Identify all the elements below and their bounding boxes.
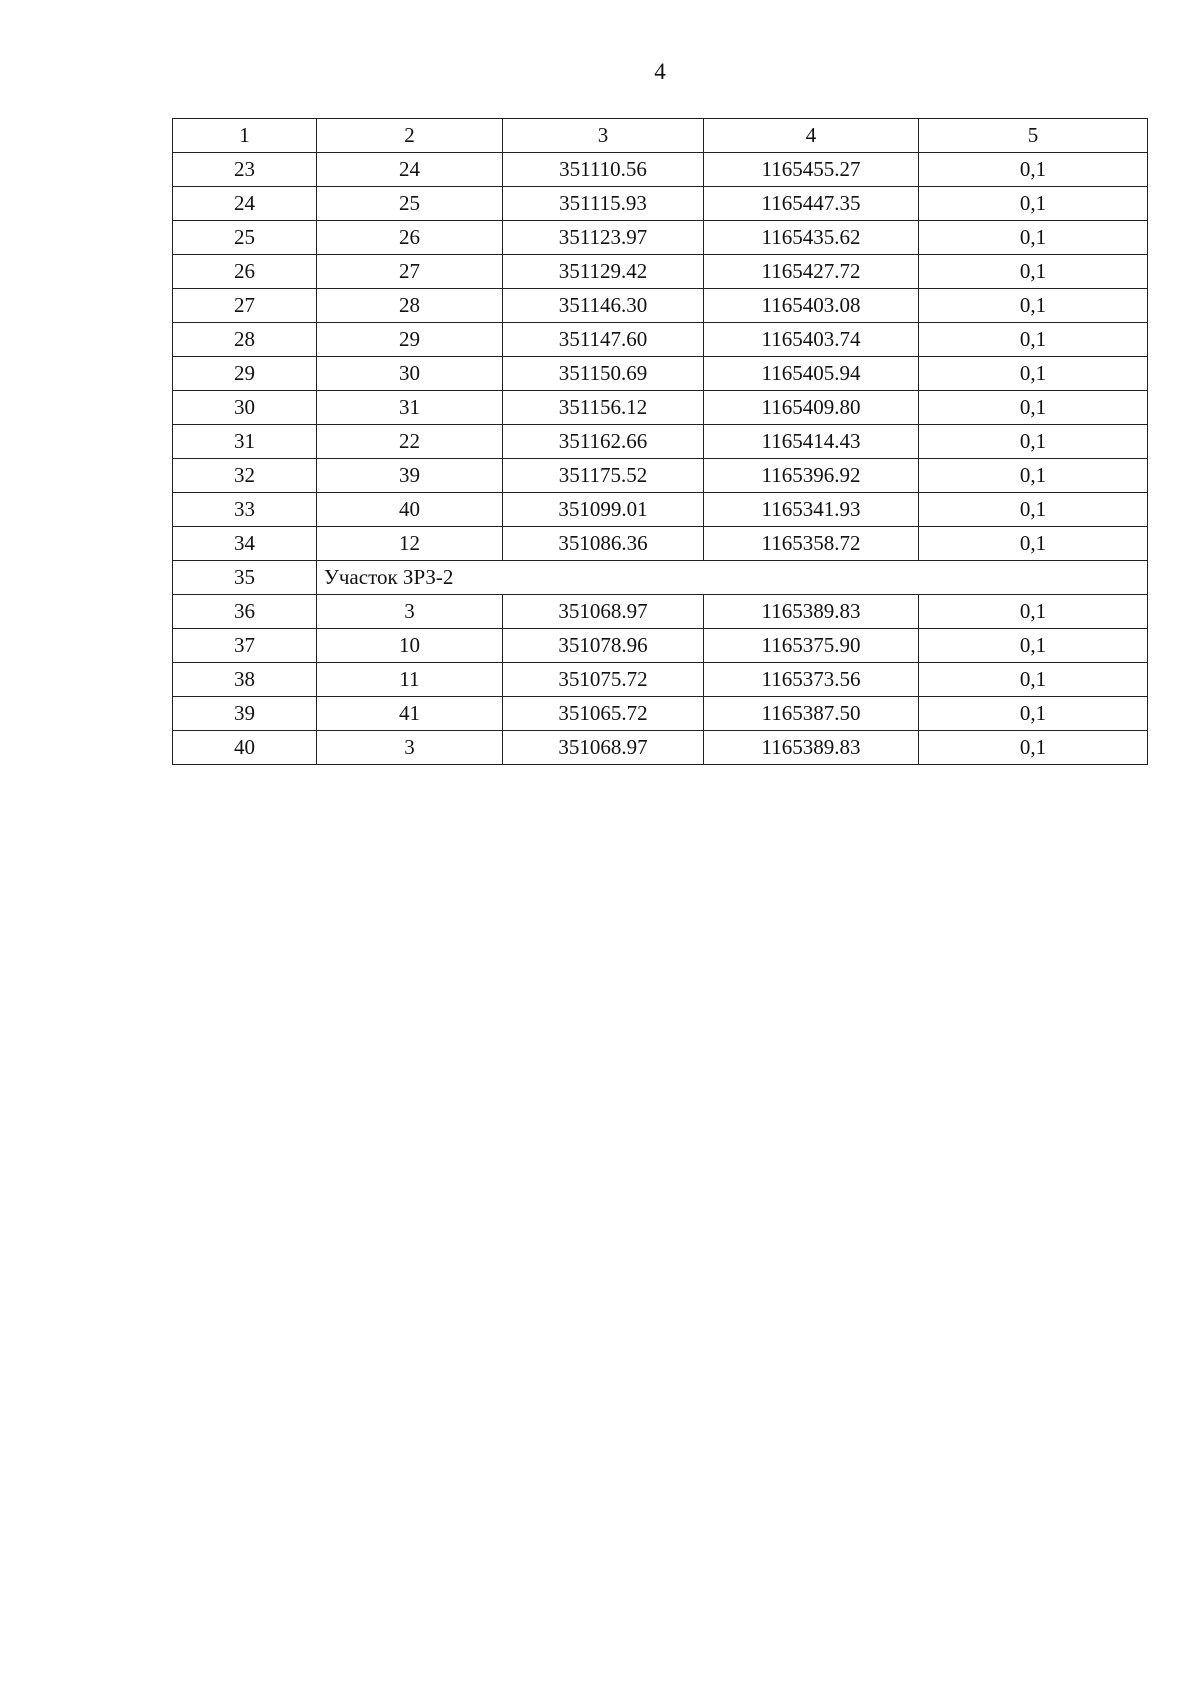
table-row xyxy=(173,731,1148,765)
table-body xyxy=(173,119,1148,765)
table-cell: 24 xyxy=(317,153,503,187)
table-cell: 27 xyxy=(317,255,503,289)
table-cell: 40 xyxy=(173,731,317,765)
table-cell: 29 xyxy=(317,323,503,357)
page-number: 4 xyxy=(654,59,666,84)
table-cell: 23 xyxy=(173,153,317,187)
table-row xyxy=(173,595,1148,629)
table-cell: 351065.72 xyxy=(503,697,704,731)
table-cell: 11 xyxy=(317,663,503,697)
table-cell: 1165409.80 xyxy=(704,391,919,425)
table-cell: 1165447.35 xyxy=(704,187,919,221)
table-cell: 1165387.50 xyxy=(704,697,919,731)
table-cell: 351146.30 xyxy=(503,289,704,323)
table-cell: 30 xyxy=(173,391,317,425)
table-cell: 32 xyxy=(173,459,317,493)
table-cell: 40 xyxy=(317,493,503,527)
table-row xyxy=(173,493,1148,527)
table-cell: 0,1 xyxy=(919,153,1148,187)
table-cell: 1165455.27 xyxy=(704,153,919,187)
table-cell: 37 xyxy=(173,629,317,663)
table-cell: 39 xyxy=(173,697,317,731)
table-cell: 22 xyxy=(317,425,503,459)
table-cell: 0,1 xyxy=(919,289,1148,323)
header-cell: 3 xyxy=(503,119,704,153)
table-cell: 41 xyxy=(317,697,503,731)
table-cell: 12 xyxy=(317,527,503,561)
table-cell: 351115.93 xyxy=(503,187,704,221)
header-cell: 5 xyxy=(919,119,1148,153)
table-row xyxy=(173,459,1148,493)
table-cell: 0,1 xyxy=(919,357,1148,391)
table-cell: 351175.52 xyxy=(503,459,704,493)
table-cell: 351068.97 xyxy=(503,595,704,629)
table-cell: 351099.01 xyxy=(503,493,704,527)
table-cell: 1165435.62 xyxy=(704,221,919,255)
table-cell: 0,1 xyxy=(919,493,1148,527)
table-cell: 1165373.56 xyxy=(704,663,919,697)
table-cell: 0,1 xyxy=(919,459,1148,493)
table-cell: 30 xyxy=(317,357,503,391)
table-row xyxy=(173,629,1148,663)
table-cell: 39 xyxy=(317,459,503,493)
table-cell: 0,1 xyxy=(919,527,1148,561)
table-row xyxy=(173,357,1148,391)
table-cell: 0,1 xyxy=(919,255,1148,289)
table-cell: 0,1 xyxy=(919,663,1148,697)
table-cell: 24 xyxy=(173,187,317,221)
table-cell: 1165389.83 xyxy=(704,595,919,629)
table-cell: 27 xyxy=(173,289,317,323)
table-cell: 351075.72 xyxy=(503,663,704,697)
table-cell: 351156.12 xyxy=(503,391,704,425)
table-cell: 351147.60 xyxy=(503,323,704,357)
table-cell: 351068.97 xyxy=(503,731,704,765)
coordinates-table xyxy=(172,118,1148,765)
table-cell: 29 xyxy=(173,357,317,391)
table-cell: 0,1 xyxy=(919,697,1148,731)
table-section-row xyxy=(173,561,1148,595)
table-row xyxy=(173,221,1148,255)
header-cell: 4 xyxy=(704,119,919,153)
table-cell: 351110.56 xyxy=(503,153,704,187)
table-row xyxy=(173,187,1148,221)
table-row xyxy=(173,289,1148,323)
table-cell: 1165414.43 xyxy=(704,425,919,459)
table-cell: 351162.66 xyxy=(503,425,704,459)
table-row xyxy=(173,663,1148,697)
table-cell: 0,1 xyxy=(919,391,1148,425)
table-cell: 0,1 xyxy=(919,425,1148,459)
table-cell: 0,1 xyxy=(919,731,1148,765)
table-row xyxy=(173,323,1148,357)
table-cell: 25 xyxy=(173,221,317,255)
table-cell: 26 xyxy=(317,221,503,255)
table-cell: 0,1 xyxy=(919,221,1148,255)
table-cell: 10 xyxy=(317,629,503,663)
table-cell: 31 xyxy=(173,425,317,459)
section-label: Участок ЗРЗ-2 xyxy=(317,561,1148,595)
table-row xyxy=(173,153,1148,187)
table-cell: 31 xyxy=(317,391,503,425)
table-cell: 3 xyxy=(317,595,503,629)
header-cell: 1 xyxy=(173,119,317,153)
table-cell: 28 xyxy=(317,289,503,323)
table-cell: 351123.97 xyxy=(503,221,704,255)
table-header-row xyxy=(173,119,1148,153)
table-cell: 33 xyxy=(173,493,317,527)
table-cell: 351086.36 xyxy=(503,527,704,561)
table-row xyxy=(173,527,1148,561)
table-row xyxy=(173,391,1148,425)
table-cell: 0,1 xyxy=(919,187,1148,221)
table-cell: 1165405.94 xyxy=(704,357,919,391)
table-cell: 25 xyxy=(317,187,503,221)
table-cell: 351150.69 xyxy=(503,357,704,391)
table-cell: 38 xyxy=(173,663,317,697)
table-cell: 36 xyxy=(173,595,317,629)
table-cell: 35 xyxy=(173,561,317,595)
table-cell: 1165341.93 xyxy=(704,493,919,527)
table-row xyxy=(173,425,1148,459)
table-cell: 1165358.72 xyxy=(704,527,919,561)
table-cell: 28 xyxy=(173,323,317,357)
table-cell: 1165403.74 xyxy=(704,323,919,357)
table-cell: 351129.42 xyxy=(503,255,704,289)
header-cell: 2 xyxy=(317,119,503,153)
table-cell: 1165403.08 xyxy=(704,289,919,323)
table-cell: 34 xyxy=(173,527,317,561)
table-cell: 3 xyxy=(317,731,503,765)
table-row xyxy=(173,255,1148,289)
table-cell: 351078.96 xyxy=(503,629,704,663)
table-row xyxy=(173,697,1148,731)
table-cell: 1165375.90 xyxy=(704,629,919,663)
table-cell: 0,1 xyxy=(919,595,1148,629)
table-cell: 1165396.92 xyxy=(704,459,919,493)
table-cell: 26 xyxy=(173,255,317,289)
table-cell: 0,1 xyxy=(919,323,1148,357)
table-cell: 1165427.72 xyxy=(704,255,919,289)
table-cell: 0,1 xyxy=(919,629,1148,663)
table-cell: 1165389.83 xyxy=(704,731,919,765)
